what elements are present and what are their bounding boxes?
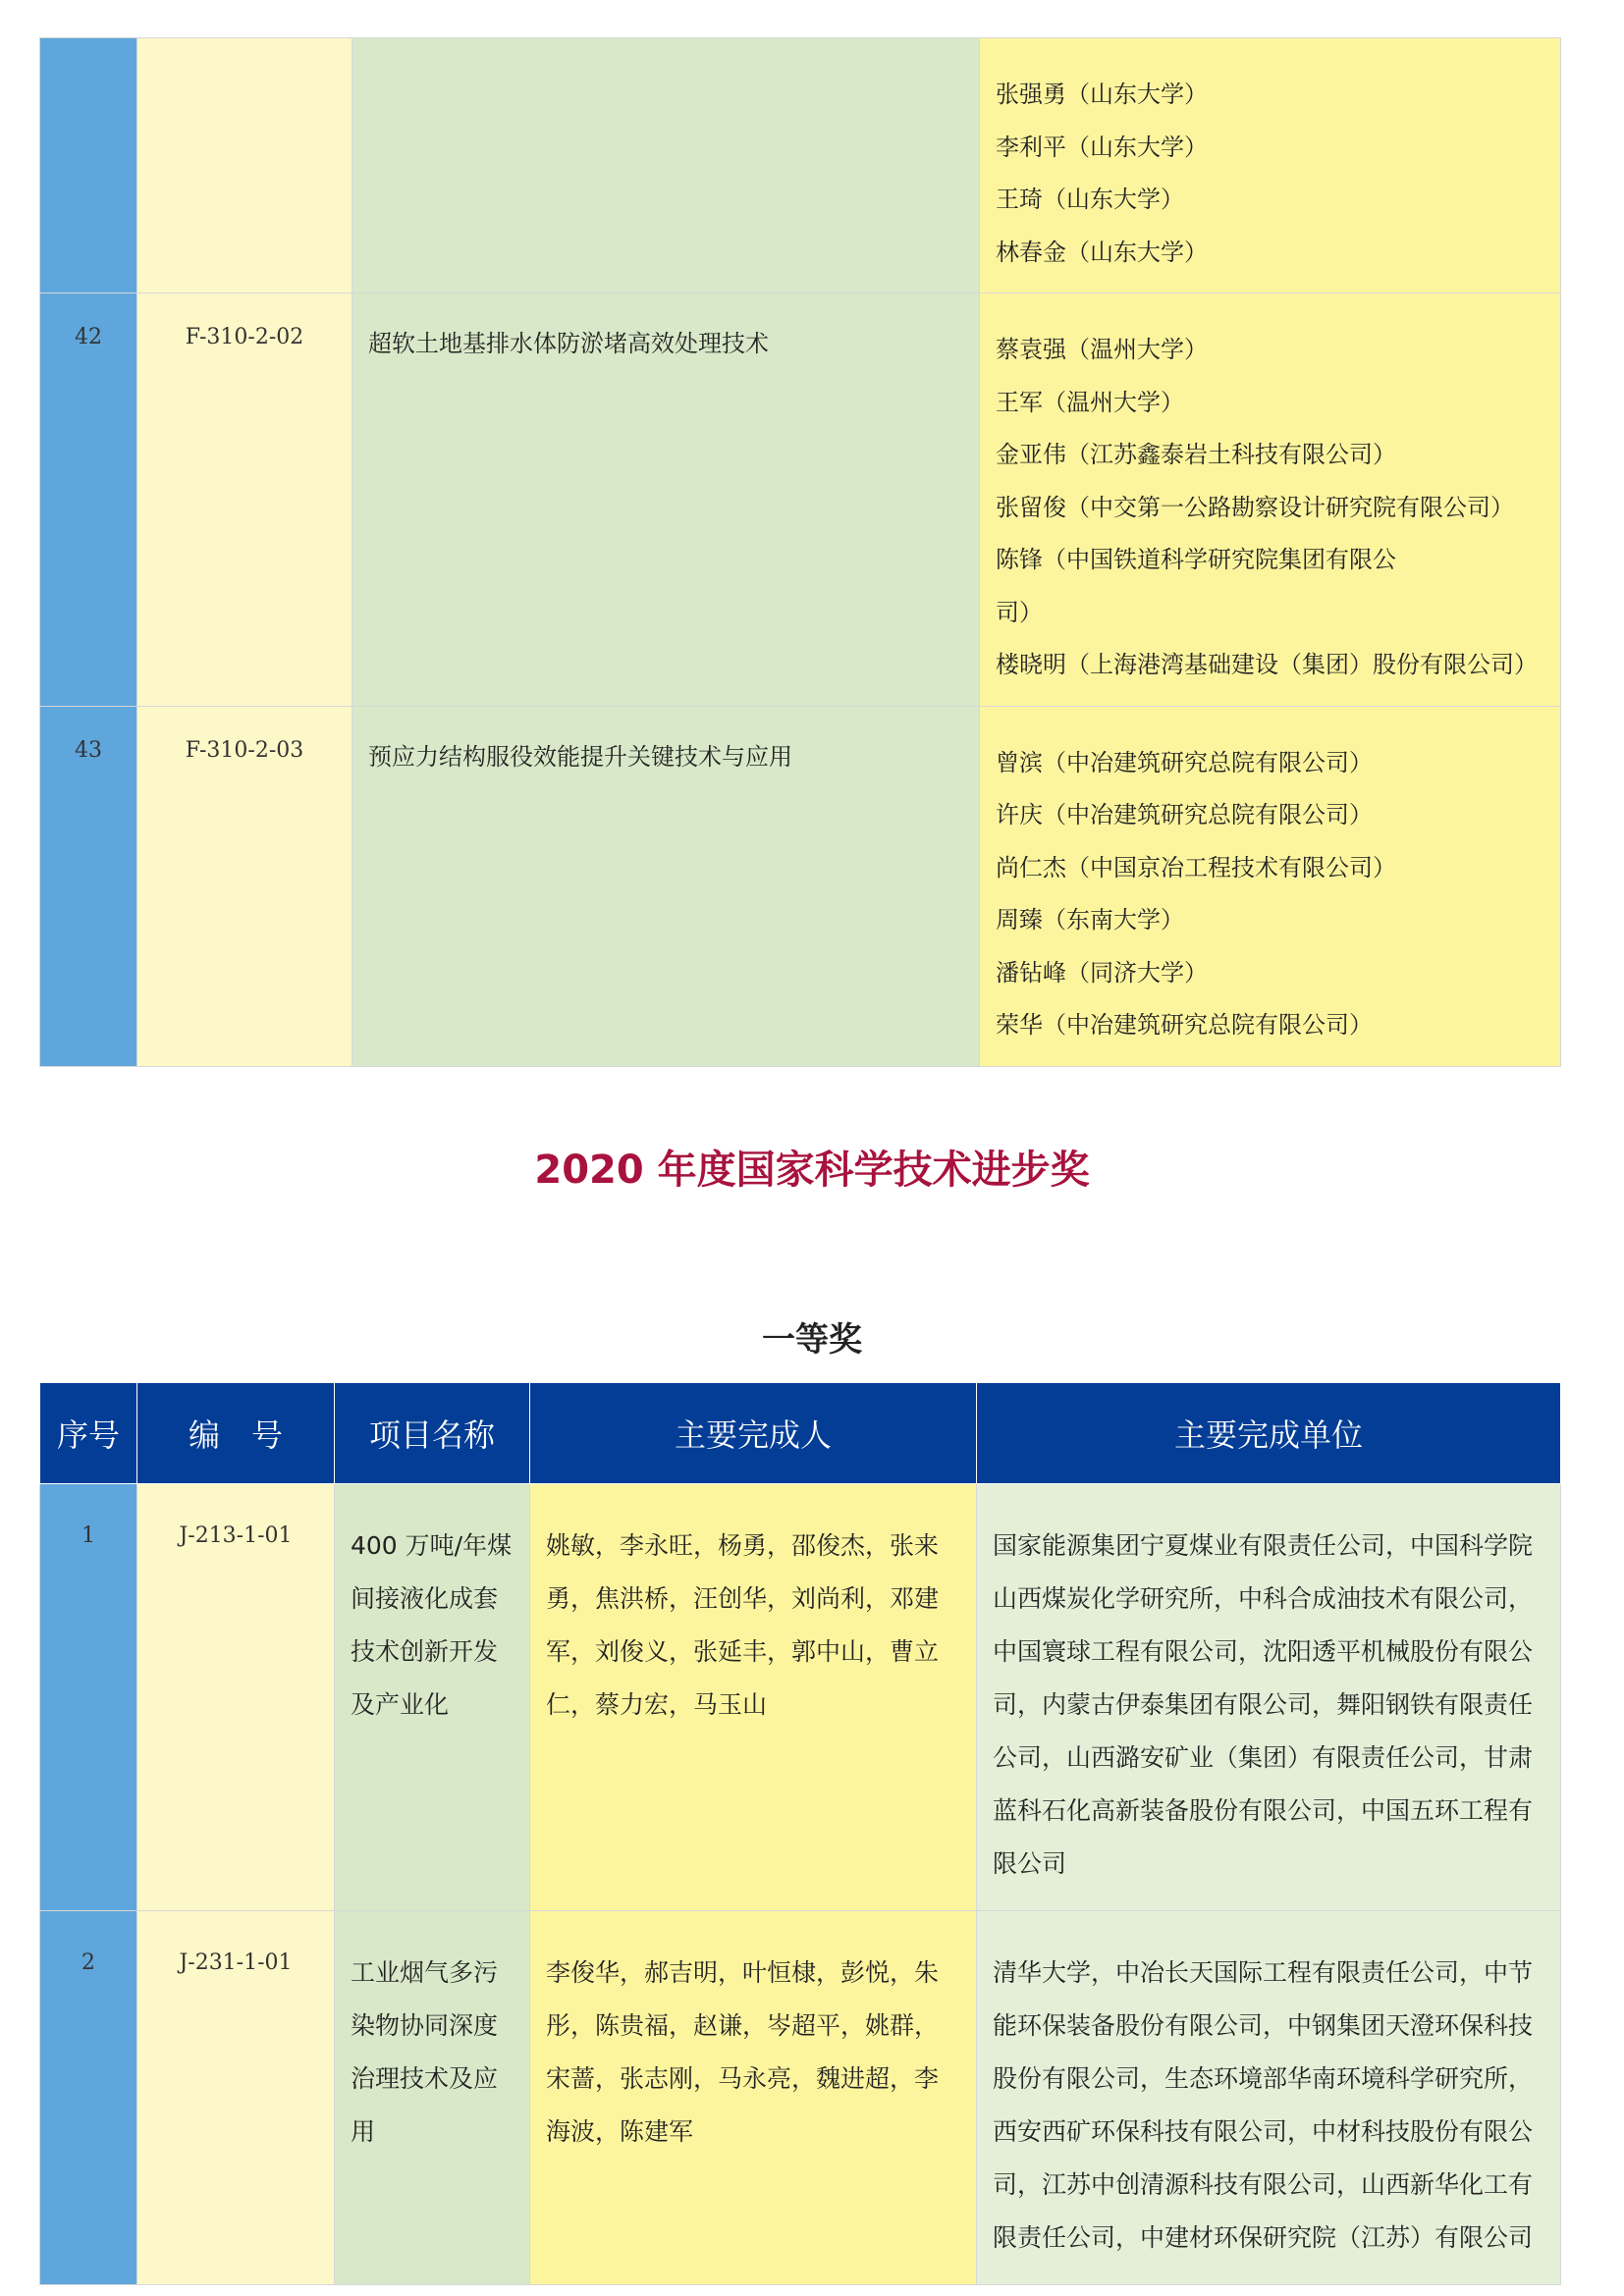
- first-prize-table: [39, 1382, 1561, 2285]
- project-name: 超软土地基排水体防淤堵高效处理技术: [352, 294, 980, 707]
- row-code: F-310-2-03: [137, 706, 352, 1066]
- person-entry: 李利平（山东大学）: [996, 133, 1208, 161]
- persons-cell: 姚敏，李永旺，杨勇，邵俊杰，张来勇，焦洪桥，汪创华，刘尚利，邓建军，刘俊义，张延丰，郭中山，曹立仁，蔡力宏，马玉山: [530, 1484, 977, 1911]
- table-row: [40, 38, 1561, 294]
- award-level-heading: 一等奖: [762, 1320, 862, 1360]
- project-name: 工业烟气多污染物协同深度治理技术及应用: [335, 1911, 530, 2285]
- row-code: J-213-1-01: [137, 1484, 335, 1911]
- persons-cell: [980, 294, 1561, 707]
- table-header-row: [40, 1383, 1561, 1484]
- table-row: [40, 706, 1561, 1066]
- person-entry: 潘钻峰（同济大学）: [996, 958, 1208, 987]
- person-entry: 金亚伟（江苏鑫泰岩土科技有限公司）: [996, 441, 1396, 468]
- person-entry: 陈锋（中国铁道科学研究院集团有限公: [996, 546, 1396, 573]
- table-row: [40, 1911, 1561, 2285]
- row-index: 42: [40, 294, 137, 707]
- row-code: J-231-1-01: [137, 1911, 335, 2285]
- header-index: 序号: [40, 1383, 137, 1484]
- person-entry: 荣华（中冶建筑研究总院有限公司）: [996, 1011, 1373, 1039]
- person-entry: 楼晓明（上海港湾基础建设（集团）股份有限公司）: [996, 651, 1538, 678]
- person-entry: 林春金（山东大学）: [996, 238, 1208, 266]
- continued-awards-table: [39, 37, 1561, 1067]
- header-code: 编 号: [137, 1383, 335, 1484]
- persons-cell: [980, 38, 1561, 294]
- table-row: [40, 1484, 1561, 1911]
- header-units: 主要完成单位: [977, 1383, 1561, 1484]
- person-entry: 司）: [996, 598, 1043, 626]
- row-index: 43: [40, 706, 137, 1066]
- header-project: 项目名称: [335, 1383, 530, 1484]
- person-entry: 王军（温州大学）: [996, 388, 1184, 416]
- units-cell: 国家能源集团宁夏煤业有限责任公司，中国科学院山西煤炭化学研究所，中科合成油技术有限公司，中国寰球工程有限公司，沈阳透平机械股份有限公司，内蒙古伊泰集团有限公司，舞阳钢铁有限责任公司，山西潞安矿业（集团）有限责任公司，甘肃蓝科石化高新装备股份有限公司，中国五环工程有限公司: [977, 1484, 1561, 1911]
- row-index: 2: [40, 1911, 137, 2285]
- person-entry: 张留俊（中交第一公路勘察设计研究院有限公司）: [996, 493, 1514, 521]
- row-index: 1: [40, 1484, 137, 1911]
- project-name: 预应力结构服役效能提升关键技术与应用: [352, 706, 980, 1066]
- persons-cell: [980, 706, 1561, 1066]
- person-entry: 周臻（东南大学）: [996, 906, 1184, 934]
- person-entry: 曾滨（中冶建筑研究总院有限公司）: [996, 748, 1373, 776]
- person-entry: 王琦（山东大学）: [996, 186, 1184, 213]
- table-row: [40, 294, 1561, 707]
- person-entry: 许庆（中冶建筑研究总院有限公司）: [996, 801, 1373, 828]
- row-code: [137, 38, 352, 294]
- header-persons: 主要完成人: [530, 1383, 977, 1484]
- row-code: F-310-2-02: [137, 294, 352, 707]
- row-index: [40, 38, 137, 294]
- person-entry: 蔡袁强（温州大学）: [996, 336, 1208, 363]
- person-entry: 张强勇（山东大学）: [996, 80, 1208, 108]
- project-name: 400 万吨/年煤间接液化成套技术创新开发及产业化: [335, 1484, 530, 1911]
- section-title: 2020 年度国家科学技术进步奖: [534, 1148, 1090, 1193]
- project-name: [352, 38, 980, 294]
- units-cell: 清华大学，中冶长天国际工程有限责任公司，中节能环保装备股份有限公司，中钢集团天澄环保科技股份有限公司，生态环境部华南环境科学研究所，西安西矿环保科技有限公司，中材科技股份有限公司，江苏中创清源科技有限公司，山西新华化工有限责任公司，中建材环保研究院（江苏）有限公司: [977, 1911, 1561, 2285]
- persons-cell: 李俊华，郝吉明，叶恒棣，彭悦，朱彤，陈贵福，赵谦，岑超平，姚群，宋蔷，张志刚，马永亮，魏进超，李海波，陈建军: [530, 1911, 977, 2285]
- person-entry: 尚仁杰（中国京冶工程技术有限公司）: [996, 853, 1396, 881]
